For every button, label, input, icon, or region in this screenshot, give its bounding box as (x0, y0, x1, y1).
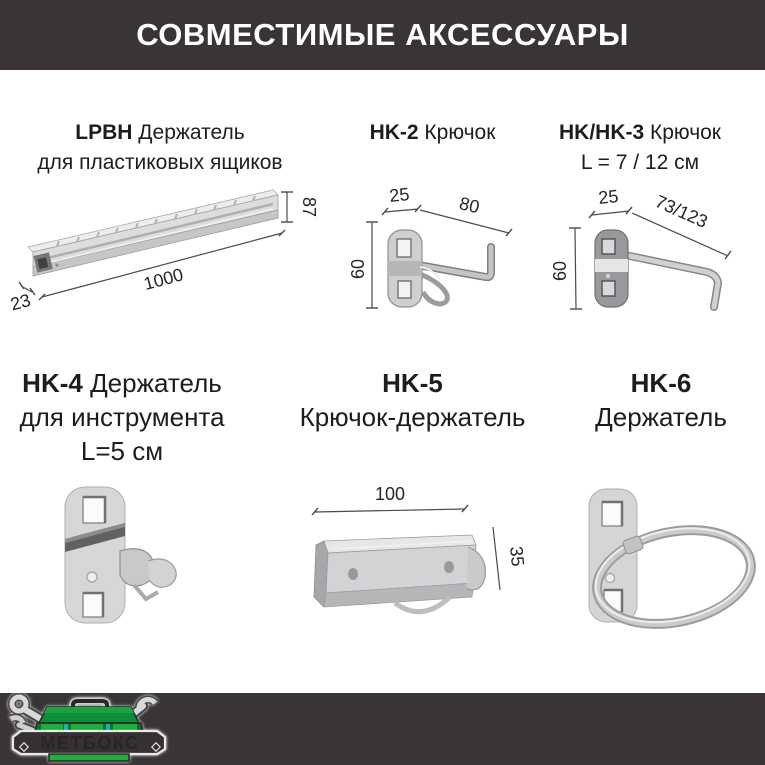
product-title-hk2: HK-2 Крючок (369, 121, 496, 144)
hk4-figure (50, 475, 195, 635)
toolbox-icon (35, 701, 143, 731)
hk3-dim-length: 73/123 (652, 191, 711, 232)
hk2-dim-height: 60 (348, 258, 368, 280)
hk5-figure (300, 484, 528, 635)
product-title-lpbh: LPBH Держатель для пластиковых ящиков (37, 121, 283, 174)
product-title-hk3: HK/HK-3 Крючок L = 7 / 12 см (558, 121, 721, 174)
brand-underline-bar (49, 754, 129, 761)
page-title: СОВМЕСТИМЫЕ АКСЕССУАРЫ (136, 17, 629, 52)
product-title-hk4: HK-4 Держатель для инструмента L=5 см (19, 368, 225, 466)
product-title-hk6: HK-6 Держатель (595, 368, 727, 432)
hk2-dim-length: 80 (457, 193, 482, 218)
hk2-dim-width: 25 (388, 184, 411, 207)
hk2-figure (348, 184, 525, 325)
brand-logo (5, 693, 175, 765)
hk3-dim-width: 25 (597, 186, 620, 209)
hk3-figure (545, 185, 765, 330)
product-title-hk5: HK-5 Крючок-держатель (299, 368, 526, 432)
brand-text: МЕТБОКС (40, 733, 140, 753)
hk6-figure (580, 470, 760, 645)
hk5-dim-length: 100 (374, 484, 406, 504)
hk3-dim-height: 60 (550, 260, 570, 282)
lpbh-figure (8, 180, 319, 320)
lpbh-dim-height: 87 (299, 196, 319, 218)
lpbh-dim-length: 1000 (141, 264, 186, 295)
hk5-dim-height: 35 (505, 545, 528, 568)
header-bar (0, 0, 765, 70)
lpbh-dim-depth: 23 (8, 289, 33, 315)
